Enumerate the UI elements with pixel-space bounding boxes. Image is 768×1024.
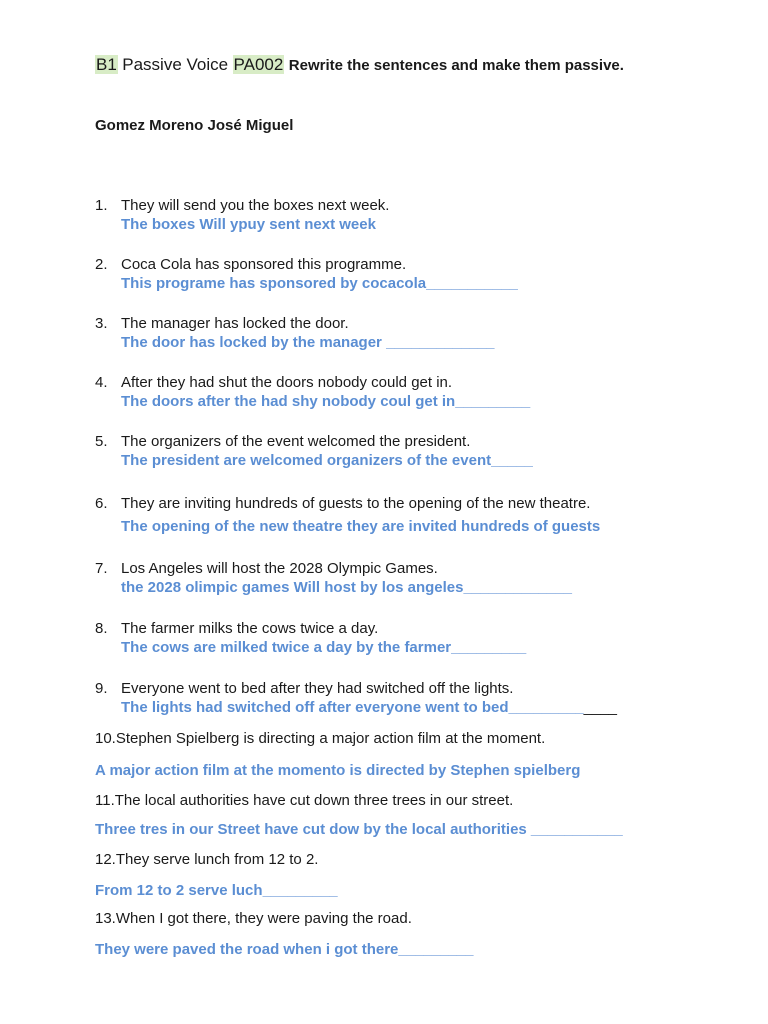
item-answer	[95, 698, 715, 717]
item-question: The manager has locked the door.	[121, 315, 349, 332]
instruction-text: Rewrite the sentences and make them passive.	[288, 57, 624, 74]
item-answer: They were paved the road when i got there_________	[95, 941, 474, 958]
exercise-item	[95, 314, 715, 352]
exercise-item	[95, 679, 715, 717]
topic-title: Passive Voice	[122, 55, 229, 74]
item-question: The local authorities have cut down three trees in our street.	[114, 792, 514, 809]
item-answer: From 12 to 2 serve luch_________	[95, 882, 338, 899]
item-number: 1.	[95, 197, 108, 214]
item-number: 10.	[95, 730, 116, 747]
exercise-item	[95, 196, 715, 234]
worksheet-header	[95, 53, 624, 78]
student-name: Gomez Moreno José Miguel	[95, 117, 294, 134]
exercise-item	[95, 255, 715, 293]
item-question: They will send you the boxes next week.	[121, 197, 390, 214]
exercise-item	[95, 909, 715, 959]
item-answer: The door has locked by the manager _____________	[121, 334, 495, 351]
item-number: 12.	[95, 851, 116, 868]
item-number: 7.	[95, 560, 108, 577]
item-question: They are inviting hundreds of guests to the opening of the new theatre.	[121, 495, 591, 512]
exercise-item	[95, 850, 715, 900]
item-question: After they had shut the doors nobody could get in.	[121, 374, 453, 391]
exercise-item	[95, 729, 715, 780]
item-question: The farmer milks the cows twice a day.	[121, 620, 379, 637]
item-answer: The president are welcomed organizers of the event_____	[121, 452, 533, 469]
item-answer: the 2028 olimpic games Will host by los angeles_____________	[121, 579, 572, 596]
exercise-item	[95, 791, 715, 839]
exercise-item	[95, 432, 715, 470]
item-number: 4.	[95, 374, 108, 391]
item-question: Coca Cola has sponsored this programme.	[121, 256, 407, 273]
item-number: 13.	[95, 910, 116, 927]
item-answer: A major action film at the momento is directed by Stephen spielberg	[95, 762, 581, 779]
item-answer: This programe has sponsored by cocacola___________	[121, 275, 518, 292]
item-answer: The opening of the new theatre they are invited hundreds of guests	[121, 518, 601, 535]
item-number: 11.	[95, 792, 115, 809]
item-question: The organizers of the event welcomed the president.	[121, 433, 471, 450]
item-question: Everyone went to bed after they had switched off the lights.	[121, 680, 514, 697]
exercise-item	[95, 559, 715, 597]
item-number: 5.	[95, 433, 108, 450]
item-answer: Three tres in our Street have cut dow by the local authorities ___________	[95, 821, 623, 838]
item-question: They serve lunch from 12 to 2.	[115, 851, 319, 868]
item-question: When I got there, they were paving the road.	[115, 910, 412, 927]
item-question: Los Angeles will host the 2028 Olympic Games.	[121, 560, 438, 577]
item-number: 6.	[95, 495, 108, 512]
exercise-item	[95, 373, 715, 411]
item-number: 8.	[95, 620, 108, 637]
item-answer-trailing-blank: ____	[583, 699, 618, 716]
exercise-item	[95, 494, 715, 536]
level-badge: B1	[96, 55, 117, 74]
item-answer: The boxes Will ypuy sent next week	[121, 216, 376, 233]
item-number: 2.	[95, 256, 108, 273]
exercise-item	[95, 619, 715, 657]
item-answer-text: The lights had switched off after everyone went to bed_________	[121, 699, 584, 716]
item-answer: The doors after the had shy nobody coul get in_________	[121, 393, 531, 410]
item-answer: The cows are milked twice a day by the farmer_________	[121, 639, 527, 656]
item-question: Stephen Spielberg is directing a major action film at the moment.	[115, 730, 546, 747]
exercise-code: PA002	[233, 55, 284, 74]
item-number: 3.	[95, 315, 108, 332]
item-number: 9.	[95, 680, 108, 697]
